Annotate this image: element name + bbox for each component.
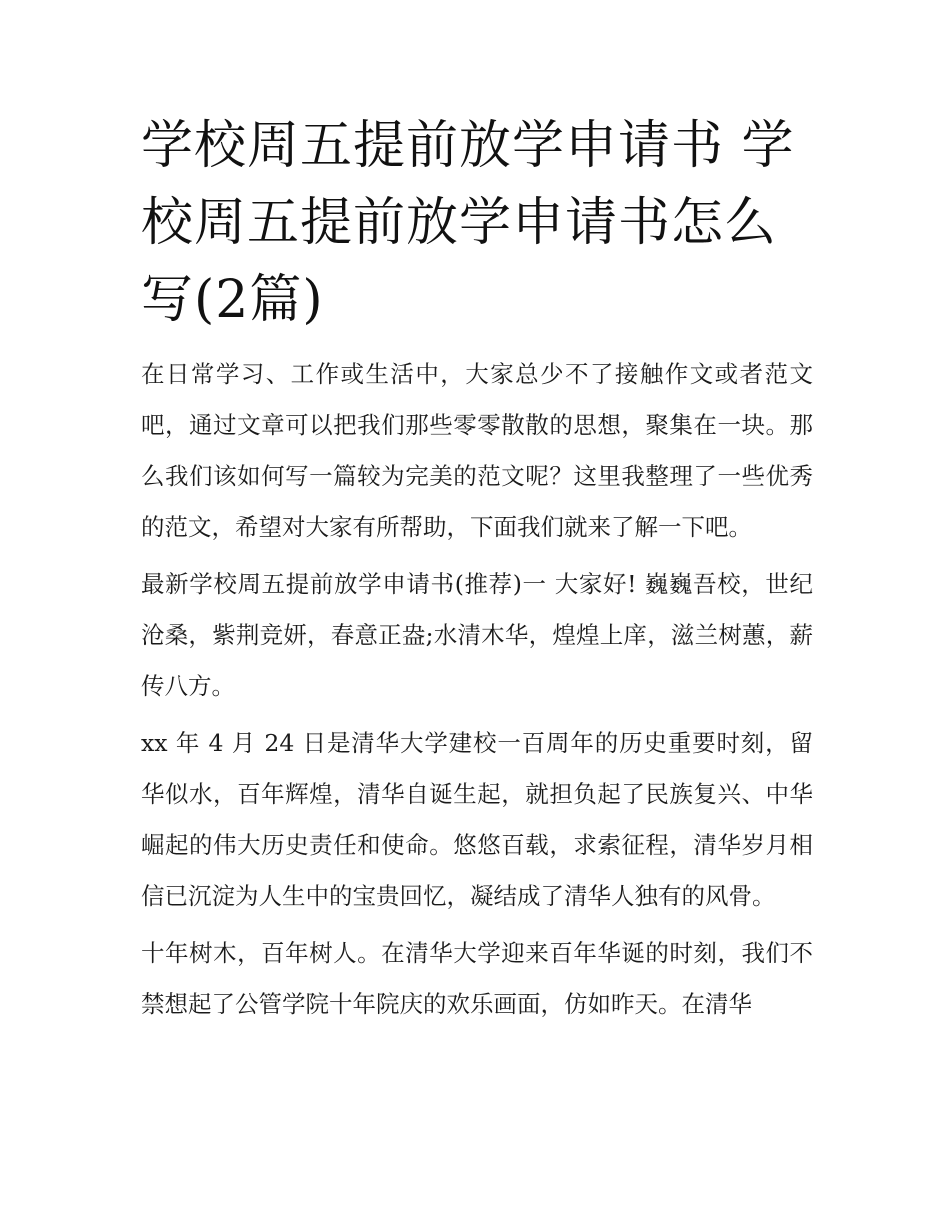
paragraph-intro: 在日常学习、工作或生活中，大家总少不了接触作文或者范文吧，通过文章可以把我们那些零零散散的思想，聚集在一块。那么我们该如何写一篇较为完美的范文呢？这里我整理了一些优秀的范文，希望对大家有所帮助，下面我们就来了解一下吧。 bbox=[141, 360, 813, 541]
document-title: 学校周五提前放学申请书 学校周五提前放学申请书怎么写(2篇) bbox=[141, 116, 795, 330]
document-body bbox=[141, 108, 813, 1030]
paragraph-anniversary: xx 年 4 月 24 日是清华大学建校一百周年的历史重要时刻，留华似水，百年辉煌，清华自诞生起，就担负起了民族复兴、中华崛起的伟大历史责任和使命。悠悠百载，求索征程，清华岁月相信已沉淀为人生中的宝贵回忆，凝结成了清华人独有的风骨。 bbox=[141, 729, 813, 910]
paragraph-greeting: 最新学校周五提前放学申请书(推荐)一 大家好! 巍巍吾校，世纪沧桑，紫荆竞妍，春意正盎;水清木华，煌煌上庠，滋兰树蕙，薪传八方。 bbox=[141, 570, 813, 700]
paragraph-ten-years: 十年树木，百年树人。在清华大学迎来百年华诞的时刻，我们不禁想起了公管学院十年院庆的欢乐画面，仿如昨天。在清华 bbox=[141, 939, 813, 1018]
